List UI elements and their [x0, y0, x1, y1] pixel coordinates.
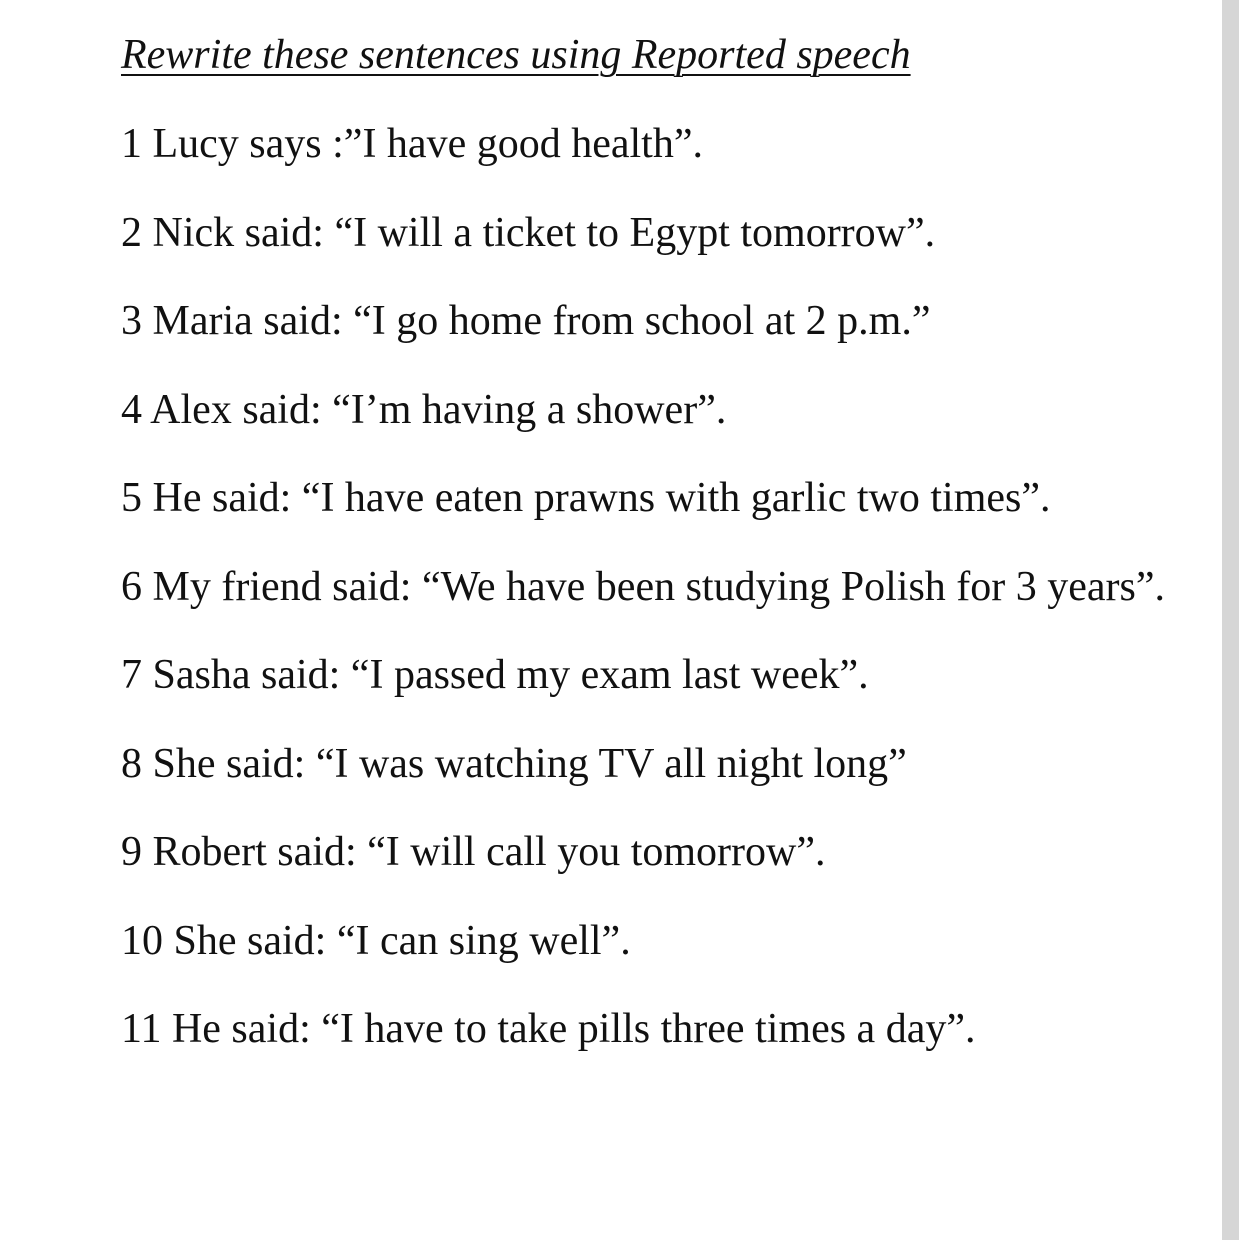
- sentence-item-5: 5 He said: “I have eaten prawns with garlic two times”.: [121, 475, 1051, 521]
- exercise-title: Rewrite these sentences using Reported speech: [121, 32, 911, 78]
- sentence-list: [121, 119, 1165, 1093]
- sentence-item-3: 3 Maria said: “I go home from school at 2 p.m.”: [121, 298, 931, 344]
- sentence-item-9: 9 Robert said: “I will call you tomorrow”.: [121, 829, 826, 875]
- sentence-item-8: 8 She said: “I was watching TV all night long”: [121, 740, 907, 787]
- sentence-item-10: 10 She said: “I can sing well”.: [121, 917, 631, 964]
- sentence-item-1: 1 Lucy says :”I have good health”.: [121, 121, 703, 167]
- sentence-item-7: 7 Sasha said: “I passed my exam last week”.: [121, 652, 869, 698]
- sentence-item-11: 11 He said: “I have to take pills three times a day”.: [121, 1006, 976, 1052]
- sentence-item-2: 2 Nick said: “I will a ticket to Egypt tomorrow”.: [121, 209, 936, 256]
- page-edge-divider: [1222, 0, 1239, 1240]
- sentence-item-4: 4 Alex said: “I’m having a shower”.: [121, 386, 727, 433]
- sentence-item-6: 6 My friend said: “We have been studying Polish for 3 years”.: [121, 563, 1166, 610]
